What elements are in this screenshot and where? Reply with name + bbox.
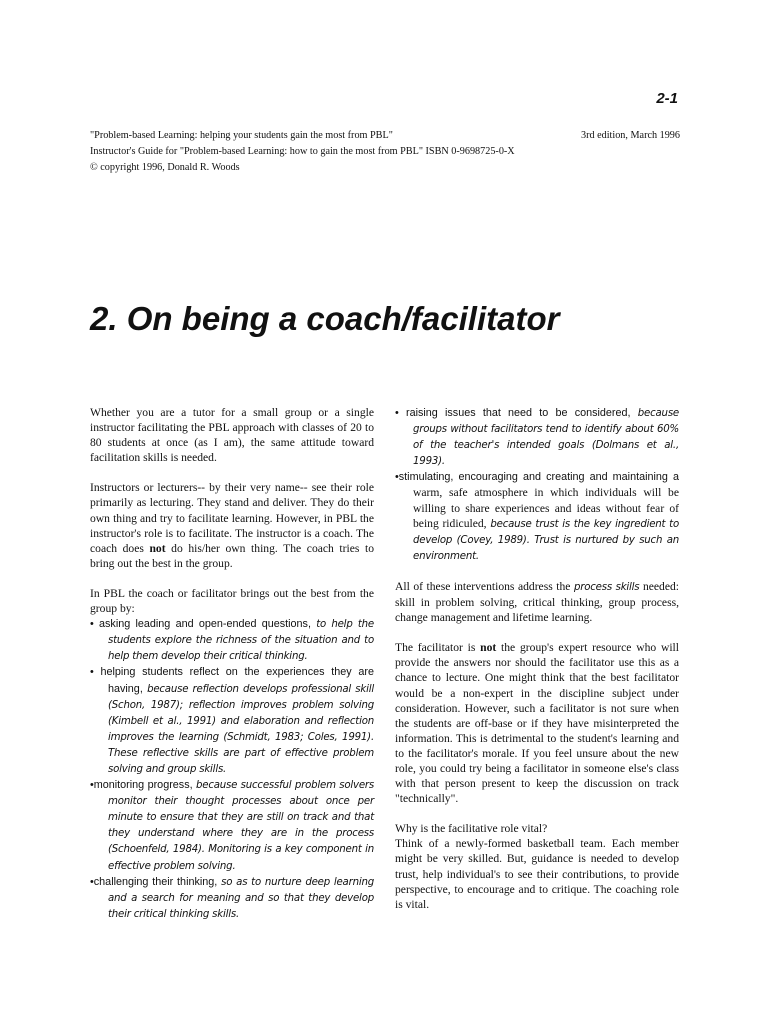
left-column — [90, 405, 374, 922]
emphasis-not: not — [149, 541, 166, 555]
paragraph-interventions: All of these interventions address the process skills needed: skill in problem solving, critical thinking, group process, change management and lifetime learning. — [395, 579, 679, 625]
right-column — [395, 405, 679, 912]
paragraph-brings-out-best: In PBL the coach or facilitator brings out the best from the group by: — [90, 586, 374, 616]
paragraph-instructors: Instructors or lecturers-- by their very name-- see their role primarily as lecturing. They stand and deliver. They do their own thing and try to facilitate learning. However, in PBL the instructor's role is to facilitate. The instructor is a coach. The coach does not do his/her own thing. The coach tries to bring out the best in the group. — [90, 481, 374, 570]
bullet-monitoring: •monitoring progress, because successful problem solvers monitor their thought processes about once per minute to ensure that they are still on track and that they understand where they are in the process (Schoenfeld, 1984). Monitoring is a key component in effective problem solving. — [90, 779, 374, 872]
bullet-raising-issues: • raising issues that need to be considered, because groups without facilitators tend to identify about 60% of the teacher's intended goals (Dolmans et al., 1993). — [395, 407, 679, 468]
bullet-reflect: • helping students reflect on the experiences they are having, because reflection develops professional skill (Schon, 1987); reflection improves problem solving (Kimbell et al., 1991) and elaboration and reflection improves the learning (Schmidt, 1983; Coles, 1991). These reflective skills are part of effective problem solving and group skills. — [90, 666, 374, 775]
bullet-asking-questions: • asking leading and open-ended questions, to help the students explore the richness of the situation and to help them develop their critical thinking. — [90, 618, 374, 663]
chapter-title: 2. On being a coach/facilitator — [90, 300, 560, 337]
header-edition: 3rd edition, March 1996 — [580, 130, 680, 141]
paragraph-intro: Whether you are a tutor for a small group or a single instructor facilitating the PBL approach with classes of 20 to 80 students at once (as I am), the same attitude toward facilitation skills is needed. — [90, 406, 374, 465]
bullet-stimulating: •stimulating, encouraging and creating and maintaining a warm, safe atmosphere in which individuals will be willing to share experiences and ideas without fear of being ridiculed, because trust is the key ingredient to develop (Covey, 1989). Trust is nurtured by such an environment. — [395, 471, 679, 562]
page-number: 2-1 — [656, 90, 678, 107]
bullet-challenging: •challenging their thinking, so as to nurture deep learning and a search for meaning and so that they develop their critical thinking skills. — [90, 875, 374, 920]
header-copyright: © copyright 1996, Donald R. Woods — [90, 162, 240, 173]
paragraph-basketball: Think of a newly-formed basketball team. Each member might be very skilled. But, guidance is needed to develop trust, help individual's to see their contributions, to provide perspective, to encourage and to critique. The coaching role is vital. — [395, 837, 679, 911]
paragraph-not-expert: The facilitator is not the group's expert resource who will provide the answers nor should the facilitator use this as a chance to lecture. One might think that the best facilitator would be a non-expert in the discipline subject under consideration. However, such a facilitator is not sure when the students are off-base or if they have misinterpreted the information. This is detrimental to the student's learning and to the facilitator's morale. If you feel unsure about the new role, you could try being a facilitator in someone else's class with that person present to keep the discussion on track "technically". — [395, 641, 679, 806]
header-book-title: "Problem-based Learning: helping your students gain the most from PBL" — [90, 130, 393, 141]
emphasis-not-2: not — [480, 641, 497, 655]
header-guide-isbn: Instructor's Guide for "Problem-based Learning: how to gain the most from PBL" ISBN 0-9698725-0-X — [90, 146, 515, 157]
paragraph-why-vital: Why is the facilitative role vital? — [395, 822, 548, 836]
document-header — [90, 128, 680, 176]
